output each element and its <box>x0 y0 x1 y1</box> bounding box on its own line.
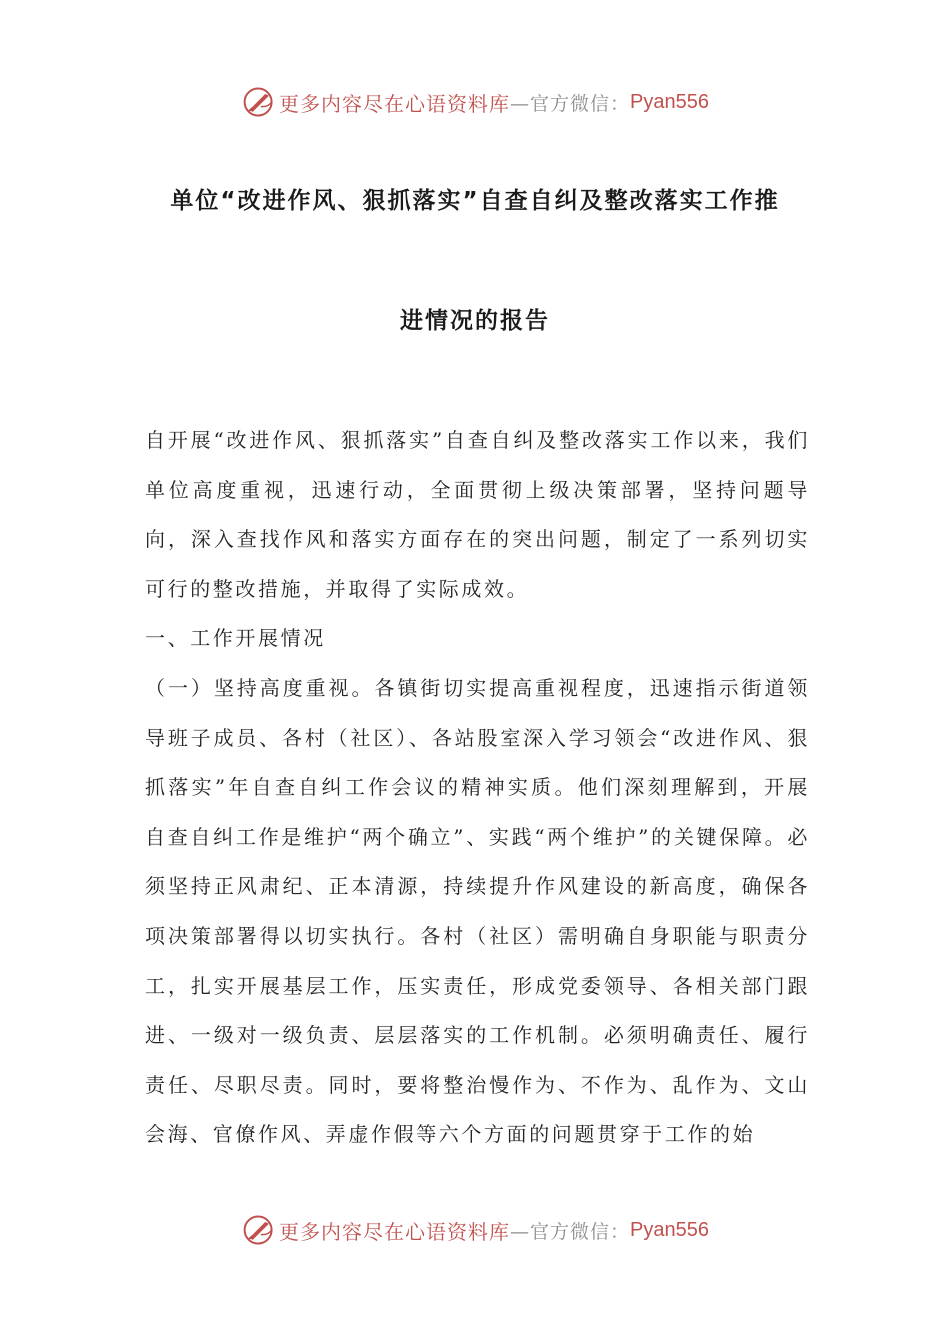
body-paragraph: （一）坚持高度重视。各镇街切实提高重视程度，迅速指示街道领导班子成员、各村（社区）、各站股室深入学习领会“改进作风、狠抓落实”年自查自纠工作会议的精神实质。他们深刻理解到，开展自查自纠工作是维护“两个确立”、实践“两个维护”的关键保障。必须坚持正风肃纪、正本清源，持续提升作风建设的新高度，确保各项决策部署得以切实执行。各村（社区）需明确自身职能与职责分工，扎实开展基层工作，压实责任，形成党委领导、各相关部门跟进、一级对一级负责、层层落实的工作机制。必须明确责任、履行责任、尽职尽责。同时，要将整治慢作为、不作为、乱作为、文山会海、官僚作风、弄虚作假等六个方面的问题贯穿于工作的始 <box>145 675 810 1147</box>
footer-banner <box>0 1208 950 1252</box>
banner-wechat-label: —官方微信： <box>510 92 631 115</box>
pen-logo-icon <box>241 1212 277 1248</box>
body-paragraph-intro: 自开展“改进作风、狠抓落实”自查自纠及整改落实工作以来，我们单位高度重视，迅速行动，全面贯彻上级决策部署，坚持问题导向，深入查找作风和落实方面存在的突出问题，制定了一系列切实可行的整改措施，并取得了实际成效。 <box>145 428 810 601</box>
banner-wechat-id: Pyan556 <box>630 1218 709 1241</box>
banner-wechat-label: —官方微信： <box>510 1220 631 1243</box>
document-title-line-2: 进情况的报告 <box>400 308 550 334</box>
banner-wechat-id: Pyan556 <box>630 90 709 113</box>
header-banner <box>0 80 950 124</box>
section-heading: 一、工作开展情况 <box>145 626 326 651</box>
banner-site-name: 更多内容尽在心语资料库 <box>279 91 510 116</box>
banner-site-name: 更多内容尽在心语资料库 <box>279 1219 510 1244</box>
document-body <box>145 416 810 1160</box>
document-title-line-1: 单位“改进作风、狠抓落实”自查自纠及整改落实工作推 <box>170 188 780 214</box>
pen-logo-icon <box>241 84 277 120</box>
